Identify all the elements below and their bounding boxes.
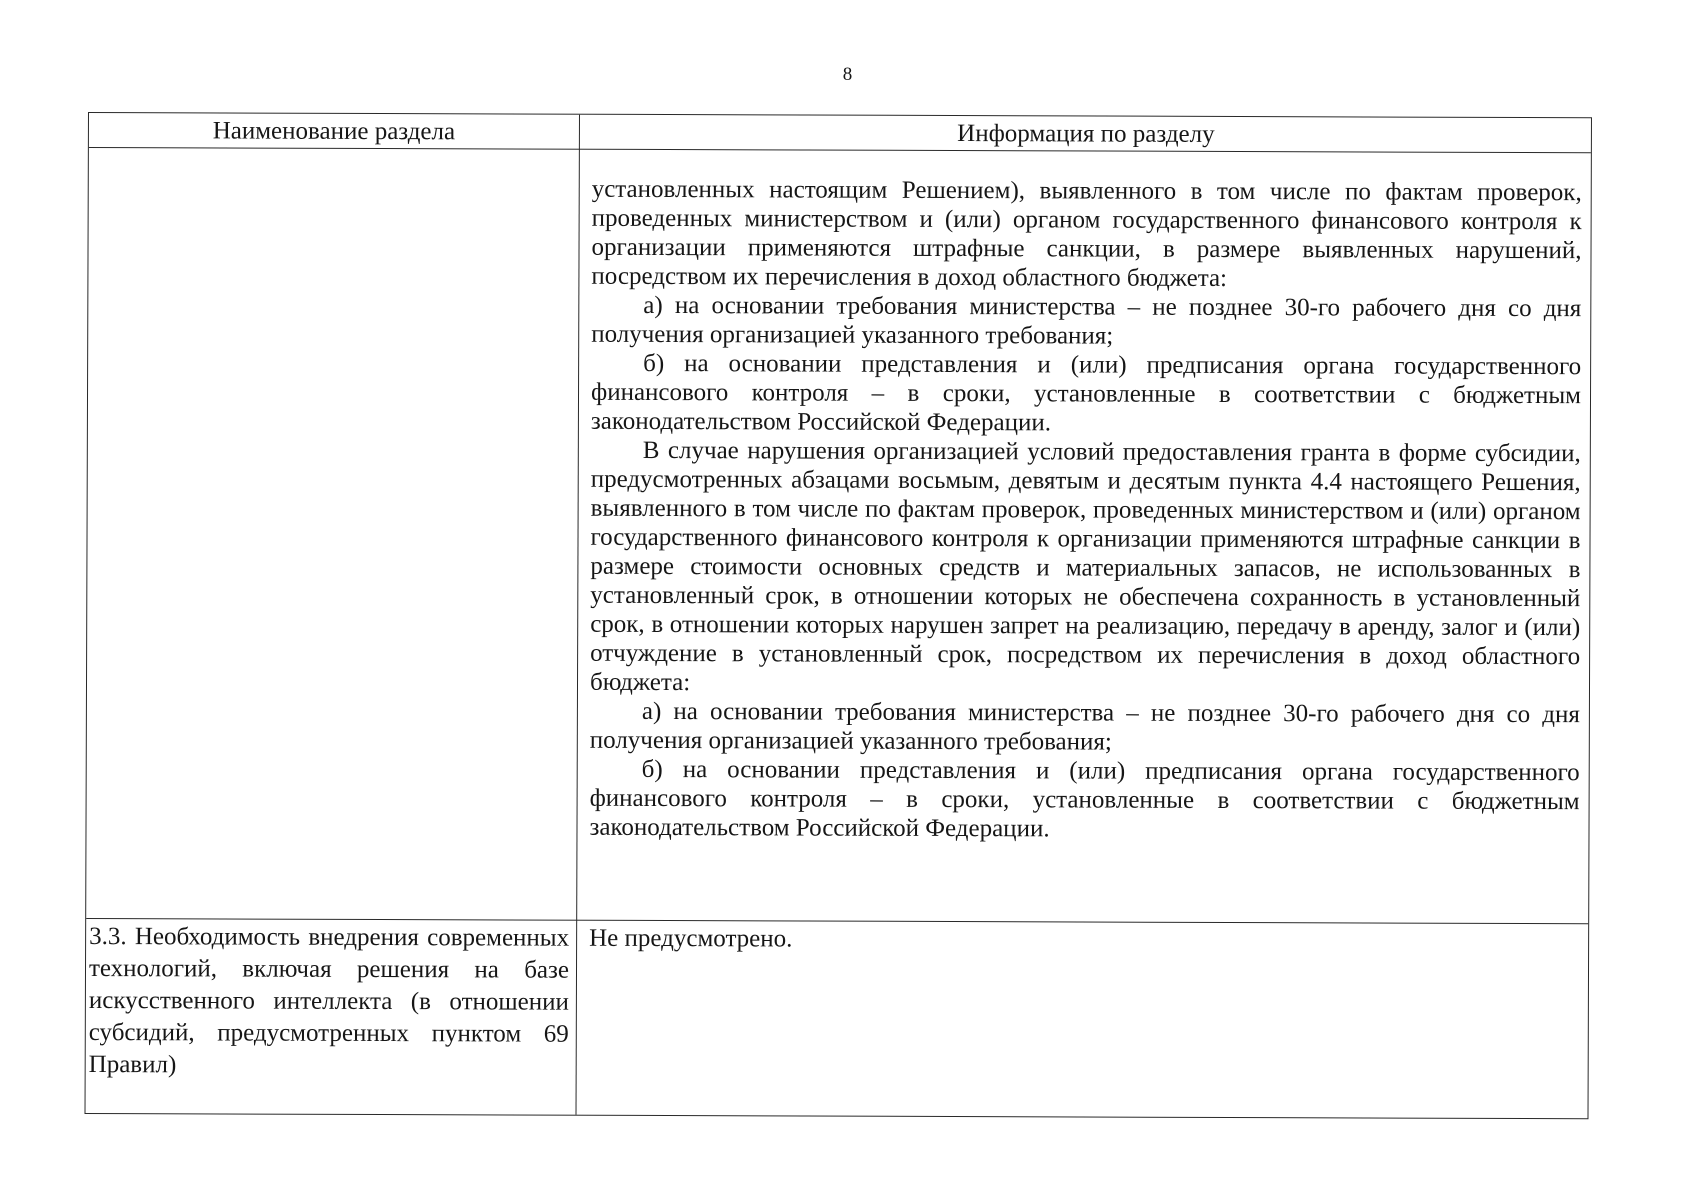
header-section-name: Наименование раздела <box>212 117 456 146</box>
paragraph: В случае нарушения организацией условий предоставления гранта в форме субсидии, предусмотренных абзацами восьмым, девятым и десятым пункта 4.4 настоящего Решения, выявленного в том числе по фактам проверок, проведенных министерством и (или) органом государственного финансового контроля к организации применяются штрафные санкции в размере стоимости основных средств и материальных запасов, не использованных в установленный срок, в отношении которых не обеспечена сохранность в установленный срок, в отношении которых нарушен запрет на реализацию, передачу в аренду, залог и (или) отчуждение в установленный срок, посредством их перечисления в доход областного бюджета: <box>589 436 1581 697</box>
page-number: 8 <box>842 64 853 85</box>
paragraph: б) на основании представления и (или) предписания органа государственного финансового контроля – в сроки, установленные в соответствии с бюджетным законодательством Российской Федерации. <box>590 349 1582 437</box>
paragraph: б) на основании представления и (или) предписания органа государственного финансового контроля – в сроки, установленные в соответствии с бюджетным законодательством Российской Федерации. <box>589 755 1580 843</box>
paragraph: установленных настоящим Решением), выявленного в том числе по фактам проверок, проведенных министерством и (или) органом государственного финансового контроля к организации применяются штрафные санкции, в размере выявленных нарушений, посредством их перечисления в доход областного бюджета: <box>591 175 1582 292</box>
paragraph: а) на основании требования министерства – не позднее 30-го рабочего дня со дня получения организацией указанного требования; <box>591 291 1582 350</box>
paragraph: а) на основании требования министерства – не позднее 30-го рабочего дня со дня получения организацией указанного требования; <box>589 697 1580 756</box>
row1-info-cell <box>589 175 1581 845</box>
section-table <box>85 112 1592 1119</box>
row2-section-name: 3.3. Необходимость внедрения современных технологий, включая решения на базе искусственного интеллекта (в отношении субсидий, предусмотренных пунктом 69 Правил) <box>88 923 570 1079</box>
column-divider <box>576 115 580 1115</box>
header-section-info: Информация по разделу <box>957 120 1215 148</box>
row2-section-info: Не предусмотрено. <box>589 924 793 953</box>
